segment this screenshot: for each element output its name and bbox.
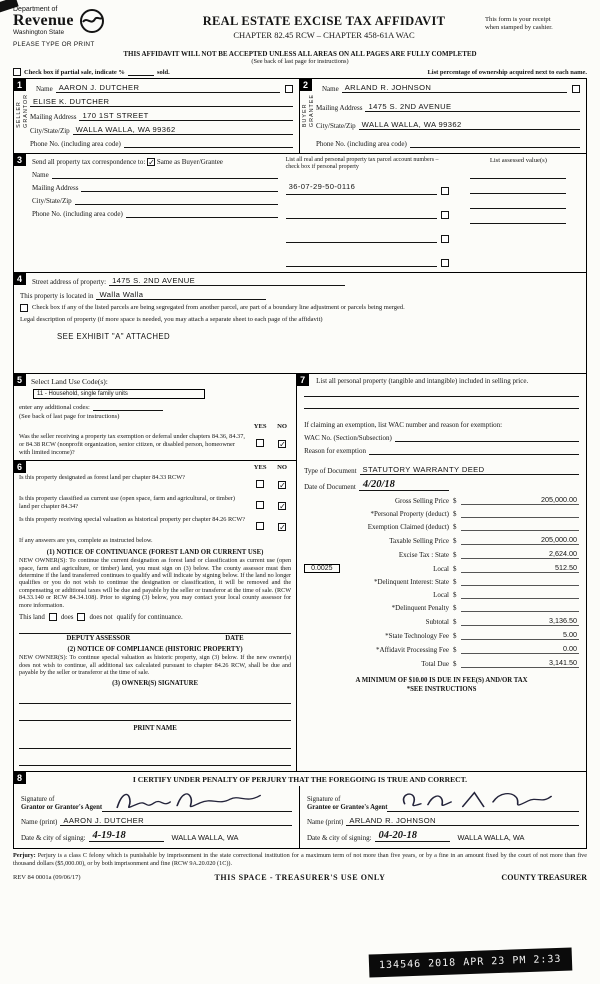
print-name-label: PRINT NAME [133,725,177,733]
local-rate-box: 0.0025 [304,564,339,573]
exemption-question: Was the seller receiving a property tax exemption or deferral under chapters 84.36, 84.37, or 84.38 RCW (nonprofit organization, senior citizen, or disabled person, homeowner with limited income)? [19,433,245,456]
owners-signature-title: (3) OWNER(S) SIGNATURE [112,680,199,688]
section-designation [13,461,297,772]
taxable-selling-price-value[interactable]: 205,000.00 [461,535,579,545]
grantor-date-field[interactable] [89,830,164,842]
money-label: Subtotal [425,618,449,627]
owner-print-name-line[interactable] [19,736,291,749]
corr-name-field[interactable] [52,170,278,179]
dollar-sign: $ [453,551,457,560]
money-label: Local [433,591,449,600]
sold-label: sold. [156,69,170,76]
dollar-sign: $ [453,510,457,519]
money-label: *Delinquent Interest: State [373,578,449,587]
qualify-label: qualify for continuance. [116,613,183,621]
seller-address-value: 170 1ST STREET [82,111,149,120]
corr-city-label: City/State/Zip [32,197,72,205]
parcel-personal-checkbox-1[interactable] [441,187,449,195]
seller-name-value: AARON J. DUTCHER [58,83,140,92]
partial-sale-label: Check box if partial sale, indicate % [24,69,125,76]
s6-q2-yes-checkbox[interactable] [256,501,264,509]
buyer-phone-field[interactable] [410,139,580,148]
s6-q3-no-checkbox[interactable]: ✓ [279,523,286,533]
treasurer-date-stamp: 134546 2018 APR 23 PM 2:33 [369,947,572,977]
gross-selling-price-value[interactable]: 205,000.00 [461,495,579,505]
grantor-sig-label-1: Signature of [21,796,55,804]
s6-q3-yes-checkbox[interactable] [256,522,264,530]
partial-sale-percent-field[interactable] [128,67,154,76]
s6-q2-no-checkbox[interactable]: ✓ [279,502,286,512]
parcel-number-value: 36-07-29-50-0116 [288,182,356,192]
buyer-percent-checkbox[interactable] [572,85,580,93]
grantor-word: GRANTOR [23,94,29,128]
section-8-badge: 8 [13,771,26,784]
grantor-name-value: AARON J. DUTCHER [63,816,145,826]
total-due-value[interactable]: 3,141.50 [461,658,579,668]
buyer-city-value: WALLA WALLA, WA 99362 [361,120,462,130]
dollar-sign: $ [453,646,457,655]
seller-address-field[interactable] [79,111,293,121]
receipt-note-line2: when stamped by cashier. [485,24,553,32]
buyer-phone-label: Phone No. (including area code) [316,139,407,148]
exemption-header: If claiming an exemption, list WAC number and reason for exemption: [304,421,503,430]
send-correspondence-label: Send all property tax correspondence to: [32,158,146,166]
seller-address-label: Mailing Address [30,113,77,121]
certify-statement: I CERTIFY UNDER PENALTY OF PERJURY THAT THE FOREGOING IS TRUE AND CORRECT. [132,775,468,785]
see-back-note-5: (See back of last page for instructions) [19,413,120,421]
yes-header: YES [253,423,267,431]
section-sale-price [297,374,587,772]
grantee-sig-label-2: Grantee or Grantee's Agent [307,804,388,812]
assessed-values-header: List assessed value(s) [489,157,547,164]
buyer-address-field[interactable] [365,102,580,112]
parcel-number-field[interactable] [286,224,437,243]
dollar-sign: $ [453,618,457,627]
s5-q1-no-checkbox[interactable]: ✓ [279,440,286,450]
grantor-signature-field[interactable] [102,788,292,812]
form-title: REAL ESTATE EXCISE TAX AFFIDAVIT [202,14,446,28]
s5-q1-yes-checkbox[interactable] [256,439,264,447]
section-land-use [13,374,297,461]
located-in-label: This property is located in [20,292,94,301]
legal-description-value: SEE EXHIBIT "A" ATTACHED [57,332,171,342]
corr-phone-field[interactable] [126,209,278,218]
owner-signature-line[interactable] [19,708,291,721]
header [13,6,587,48]
revenue-logo-icon [79,8,105,34]
seller-city-label: City/State/Zip [30,127,70,135]
corr-address-label: Mailing Address [32,184,79,192]
parcel-personal-checkbox-4[interactable] [441,259,449,267]
buyer-name-field[interactable] [342,83,567,93]
dept-line: Department of [13,6,58,13]
buyer-city-label: City/State/Zip [316,122,356,131]
seller-grantor-side-label [16,94,29,128]
grantor-date-city-label: Date & city of signing: [21,834,86,843]
perjury-body: Perjury is a class C felony which is punishable by imprisonment in the state correctional institution for a maximum term of not more than five years, or by a fine in an amount fixed by the court of not more than five thousand dollars ($5,000.00), or by both imprisonment and fine (RCW 9A.20.020 (1C)). [13,852,587,868]
assessed-value-line[interactable] [470,215,566,224]
partial-sale-checkbox[interactable] [13,68,21,76]
money-label: *State Technology Fee [385,632,449,641]
agency-logo-block [13,6,163,48]
wac-field[interactable] [395,433,579,442]
delinquent-penalty-value[interactable] [461,603,579,612]
corr-phone-label: Phone No. (including area code) [32,210,123,218]
section-buyer [300,79,586,153]
seller-name2-value: ELISE K. DUTCHER [33,97,110,106]
minimum-due-note: A MINIMUM OF $10.00 IS DUE IN FEE(S) AND/OR TAX [355,677,528,685]
corr-address-field[interactable] [81,183,277,192]
parcel-number-value [286,254,289,263]
additional-codes-field[interactable] [93,402,163,411]
personal-property-line[interactable] [304,397,579,409]
section-6-badge: 6 [13,460,26,473]
buyer-word: BUYER [302,103,308,128]
money-label: Total Due [421,660,449,669]
same-as-buyer-label: Same as Buyer/Grantee [156,158,223,166]
parcel-numbers-header: List all real and personal property tax parcel account numbers – check box if personal property [285,157,439,171]
does-not-label: does not [89,613,113,621]
same-as-buyer-checkbox[interactable]: ✓ [148,158,155,167]
dollar-sign: $ [453,523,457,532]
buyer-name-label: Name [322,85,339,93]
money-label: Gross Selling Price [394,497,449,506]
money-label: Taxable Selling Price [389,537,449,546]
doc-type-value: STATUTORY WARRANTY DEED [362,465,485,475]
no-header: NO [277,423,288,431]
money-label: Excise Tax : State [398,551,449,560]
grantee-name-field[interactable] [346,816,579,826]
doc-type-label: Type of Document [304,467,357,476]
notice-compliance-body: NEW OWNER(S): To continue special valuation as historic property, sign (3) below. If the new owner(s) does not wish to continue, all additional tax calculated pursuant to chapter 84.26 RCW, shall be due and payable by the seller or transferor at the time of sale. [19,654,292,676]
buyer-name-value: ARLAND R. JOHNSON [344,83,432,92]
personal-property-label: List all personal property (tangible and intangible) included in selling price. [316,377,529,386]
street-address-value: 1475 S. 2ND AVENUE [112,276,196,286]
notice-compliance-title: (2) NOTICE OF COMPLIANCE (HISTORIC PROPERTY) [67,646,243,654]
see-back-note: (See back of last page for instructions) [251,58,349,65]
personal-property-line[interactable] [304,385,579,397]
seller-phone-field[interactable] [124,139,293,148]
dollar-sign: $ [453,604,457,613]
dollar-sign: $ [453,497,457,506]
assessed-value-line[interactable] [470,185,566,194]
land-use-title: Select Land Use Code(s): [31,377,108,387]
section-2-badge: 2 [299,78,312,91]
dollar-sign: $ [453,537,457,546]
doc-date-field[interactable] [359,479,449,491]
section-1-badge: 1 [13,78,26,91]
parcel-number-value [286,230,289,239]
seller-percent-checkbox[interactable] [285,85,293,93]
seller-word: SELLER [16,101,22,128]
agency-name: Revenue [13,12,74,29]
doc-type-field[interactable] [360,465,579,475]
grantee-name-print-label: Name (print) [307,818,344,827]
grantor-name-print-label: Name (print) [21,818,58,827]
section-5-badge: 5 [13,373,26,386]
s6-q1-yes-checkbox[interactable] [256,480,264,488]
receipt-note-line1: This form is your receipt [485,16,551,23]
buyer-city-field[interactable] [359,120,580,130]
dollar-sign: $ [453,591,457,600]
seller-name-field[interactable] [56,83,280,93]
exemption-claimed-value[interactable] [461,522,579,531]
dollar-sign: $ [453,565,457,574]
grantor-sig-label-2: Grantor or Grantor's Agent [21,804,103,812]
grantee-signature [393,789,556,813]
assessed-value-line[interactable] [470,200,566,209]
delinquent-interest-local-value[interactable] [461,590,579,599]
money-label: *Delinquent Penalty [391,604,449,613]
form-subtitle: CHAPTER 82.45 RCW – CHAPTER 458-61A WAC [233,30,415,40]
parcel-personal-checkbox-2[interactable] [441,211,449,219]
grantee-name-value: ARLAND R. JOHNSON [349,816,436,826]
if-yes-note: If any answers are yes, complete as instructed below. [19,537,153,545]
owner-signature-line[interactable] [19,691,291,704]
section-4-badge: 4 [13,272,26,285]
buyer-grantee-side-label [302,94,315,127]
perjury-notice [13,852,587,868]
perjury-lead: Perjury: [13,852,36,860]
acceptance-warning: THIS AFFIDAVIT WILL NOT BE ACCEPTED UNLESS ALL AREAS ON ALL PAGES ARE FULLY COMPLETED [123,50,477,58]
grantee-word: GRANTEE [309,94,315,128]
seller-name2-field[interactable] [30,97,293,107]
section-property [13,273,587,374]
parcel-number-field[interactable] [286,176,437,195]
assessed-value-line[interactable] [470,170,566,179]
dollar-sign: $ [453,632,457,641]
grantee-date-value: 04-20-18 [378,830,418,842]
parcel-number-field[interactable] [286,200,437,219]
section-3-badge: 3 [13,153,26,166]
land-does-checkbox[interactable] [49,613,57,621]
buyer-address-label: Mailing Address [316,103,363,112]
delinquent-interest-state-value[interactable] [461,577,579,586]
located-in-field[interactable] [96,290,266,300]
yes-header: YES [253,464,267,472]
grantor-date-value: 4-19-18 [92,830,126,842]
seller-phone-label: Phone No. (including area code) [30,140,121,148]
dollar-sign: $ [453,660,457,669]
ownership-percentage-note: List percentage of ownership acquired next to each name. [427,69,587,76]
seller-city-value: WALLA WALLA, WA 99362 [75,125,176,134]
form-revision-number: REV 84 0001a (09/06/17) [13,873,81,881]
grantee-date-field[interactable] [375,830,450,842]
current-use-question: Is this property classified as current use (open space, farm and agricultural, or timber) land per chapter 84.34? [19,495,235,511]
doc-date-label: Date of Document [304,483,356,492]
parcel-number-field[interactable] [286,248,437,267]
parcel-number-value [286,206,289,215]
wac-label: WAC No. (Section/Subsection) [304,434,392,443]
additional-codes-label: enter any additional codes: [19,404,90,412]
affidavit-processing-fee-value[interactable]: 0.00 [461,644,579,654]
grantee-signature-field[interactable] [387,788,579,812]
excise-tax-state-value[interactable]: 2,624.00 [461,549,579,559]
doc-date-value: 4/20/18 [362,479,395,491]
subtotal-value[interactable]: 3,136.50 [461,616,579,626]
corr-city-field[interactable] [75,196,278,205]
agency-state: Washington State [13,29,65,36]
see-instructions-note: *SEE INSTRUCTIONS [406,686,477,694]
dollar-sign: $ [453,578,457,587]
owner-print-name-line[interactable] [19,753,291,766]
grantee-sig-label-1: Signature of [307,796,341,804]
state-technology-fee-value[interactable]: 5.00 [461,630,579,640]
section-correspondence [13,154,587,273]
located-in-value: Walla Walla [99,290,144,300]
reason-field[interactable] [369,446,579,455]
type-or-print-note: PLEASE TYPE OR PRINT [13,41,95,48]
corr-name-label: Name [32,171,49,179]
assessor-date-label: DATE [225,635,244,643]
grantor-city-value: WALLA WALLA, WA [171,833,239,843]
money-label: *Affidavit Processing Fee [376,646,449,655]
this-land-label: This land [19,613,45,621]
grantee-city-value: WALLA WALLA, WA [457,833,525,843]
forest-land-question: Is this property designated as forest land per chapter 84.33 RCW? [19,474,185,482]
section-seller [14,79,300,153]
section-7-badge: 7 [296,373,309,386]
s6-q1-no-checkbox[interactable]: ✓ [279,481,286,491]
historic-property-question: Is this property receiving special valuation as historical property per chapter 84.26 RCW? [19,516,246,524]
grantee-date-city-label: Date & city of signing: [307,834,372,843]
buyer-address-value: 1475 S. 2ND AVENUE [368,101,452,111]
county-treasurer-label: COUNTY TREASURER [501,872,587,882]
money-label: Local [433,565,449,574]
notice-continuance-title: (1) NOTICE OF CONTINUANCE (FOREST LAND OR CURRENT USE) [46,549,264,557]
money-label: Exemption Claimed (deduct) [367,523,449,532]
segregated-checkbox[interactable] [20,304,28,312]
does-label: does [60,613,74,621]
segregated-label: Check box if any of the listed parcels are being segregated from another parcel, are part of a boundary line adjustment or parcels being merged. [32,304,405,312]
deputy-assessor-label: DEPUTY ASSESSOR [66,635,131,643]
section-certification [13,771,587,849]
money-label: *Personal Property (deduct) [370,510,449,519]
grantor-signature [108,789,269,813]
seller-name-label: Name [36,85,53,93]
receipt-note [485,6,587,32]
seller-city-field[interactable] [73,125,293,135]
land-use-code-box[interactable]: 11 - Household, single family units [33,389,205,399]
treasurer-space-label: THIS SPACE - TREASURER'S USE ONLY [214,872,386,882]
grantor-name-field[interactable] [60,816,292,826]
reason-label: Reason for exemption [304,447,366,456]
street-address-field[interactable] [109,276,344,286]
street-address-label: Street address of property: [32,278,107,287]
excise-tax-local-value[interactable]: 512.50 [461,563,579,573]
legal-description-label: Legal description of property (if more space is needed, you may attach a separate sheet to each page of the affidavit) [20,316,323,324]
personal-property-deduct-value[interactable] [461,509,579,518]
land-does-not-checkbox[interactable] [77,613,85,621]
no-header: NO [277,464,288,472]
parcel-personal-checkbox-3[interactable] [441,235,449,243]
notice-continuance-body: NEW OWNER(S): To continue the current designation as forest land or classification as current use (open space, farm and agriculture, or timber) land, you must sign on (3) below. The county assessor must then determine if the land transferred continues to qualify and will indicate by signing below. If the land no longer qualifies or you do not wish to continue the designation or classification, it will be removed and the compensating or additional taxes will be due and payable by the seller or transferor at the time of sale. (RCW 84.33.140 or RCW 84.34.108). Prior to signing (3) below, you may contact your local county assessor for more information. [19,557,292,609]
